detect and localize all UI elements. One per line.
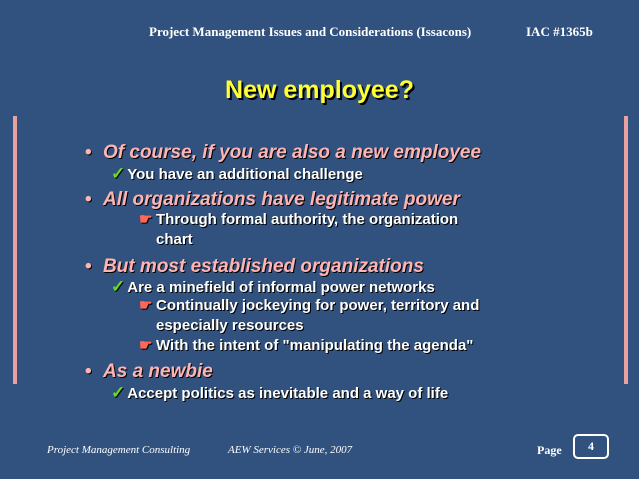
bullet-dot-icon: • — [85, 142, 92, 163]
sub-bullet-item — [111, 277, 435, 297]
footer-copyright: AEW Services © June, 2007 — [228, 444, 353, 456]
pointing-hand-icon: ☛ — [139, 211, 153, 228]
bullet-text: But most established organizations — [103, 256, 424, 277]
bullet-dot-icon: • — [85, 189, 92, 210]
page-number: 4 — [588, 439, 594, 453]
sub-bullet-text: You have an additional challenge — [127, 166, 363, 183]
sub-bullet-item — [111, 383, 448, 403]
slide-title: New employee? — [225, 76, 414, 104]
check-icon: ✓ — [111, 383, 126, 402]
bullet-text: As a newbie — [103, 361, 213, 382]
bullet-item — [85, 142, 481, 164]
header-title: Project Management Issues and Considerations (Issacons) — [149, 24, 472, 39]
sub-sub-bullet-text: Continually jockeying for power, territory and — [156, 297, 480, 314]
sub-sub-bullet-item — [139, 296, 479, 336]
sub-sub-bullet-text: Through formal authority, the organization — [156, 211, 459, 228]
bullet-item — [85, 361, 213, 383]
sub-sub-bullet-continuation: especially resources — [156, 317, 304, 334]
sub-sub-bullet-continuation: chart — [156, 231, 193, 248]
page-number-box — [573, 434, 609, 459]
sub-bullet-text: Are a minefield of informal power networks — [127, 279, 435, 296]
sub-bullet-item — [111, 164, 363, 184]
pointing-hand-icon: ☛ — [139, 297, 153, 314]
footer-company: Project Management Consulting — [47, 444, 191, 456]
sub-sub-bullet-item — [139, 210, 458, 250]
page-label: Page — [537, 443, 562, 457]
bullet-dot-icon: • — [85, 256, 92, 277]
bullet-item — [85, 189, 460, 211]
sub-sub-bullet-item — [139, 336, 473, 356]
bullet-item — [85, 256, 424, 278]
bullet-text: Of course, if you are also a new employee — [103, 142, 482, 163]
sub-bullet-text: Accept politics as inevitable and a way of life — [127, 385, 449, 402]
header-code: IAC #1365b — [526, 24, 593, 39]
check-icon: ✓ — [111, 277, 126, 296]
bullet-text: All organizations have legitimate power — [103, 189, 460, 210]
bullet-dot-icon: • — [85, 361, 92, 382]
pointing-hand-icon: ☛ — [139, 337, 153, 354]
sub-sub-bullet-text: With the intent of "manipulating the agenda" — [156, 337, 474, 354]
check-icon: ✓ — [111, 164, 126, 183]
